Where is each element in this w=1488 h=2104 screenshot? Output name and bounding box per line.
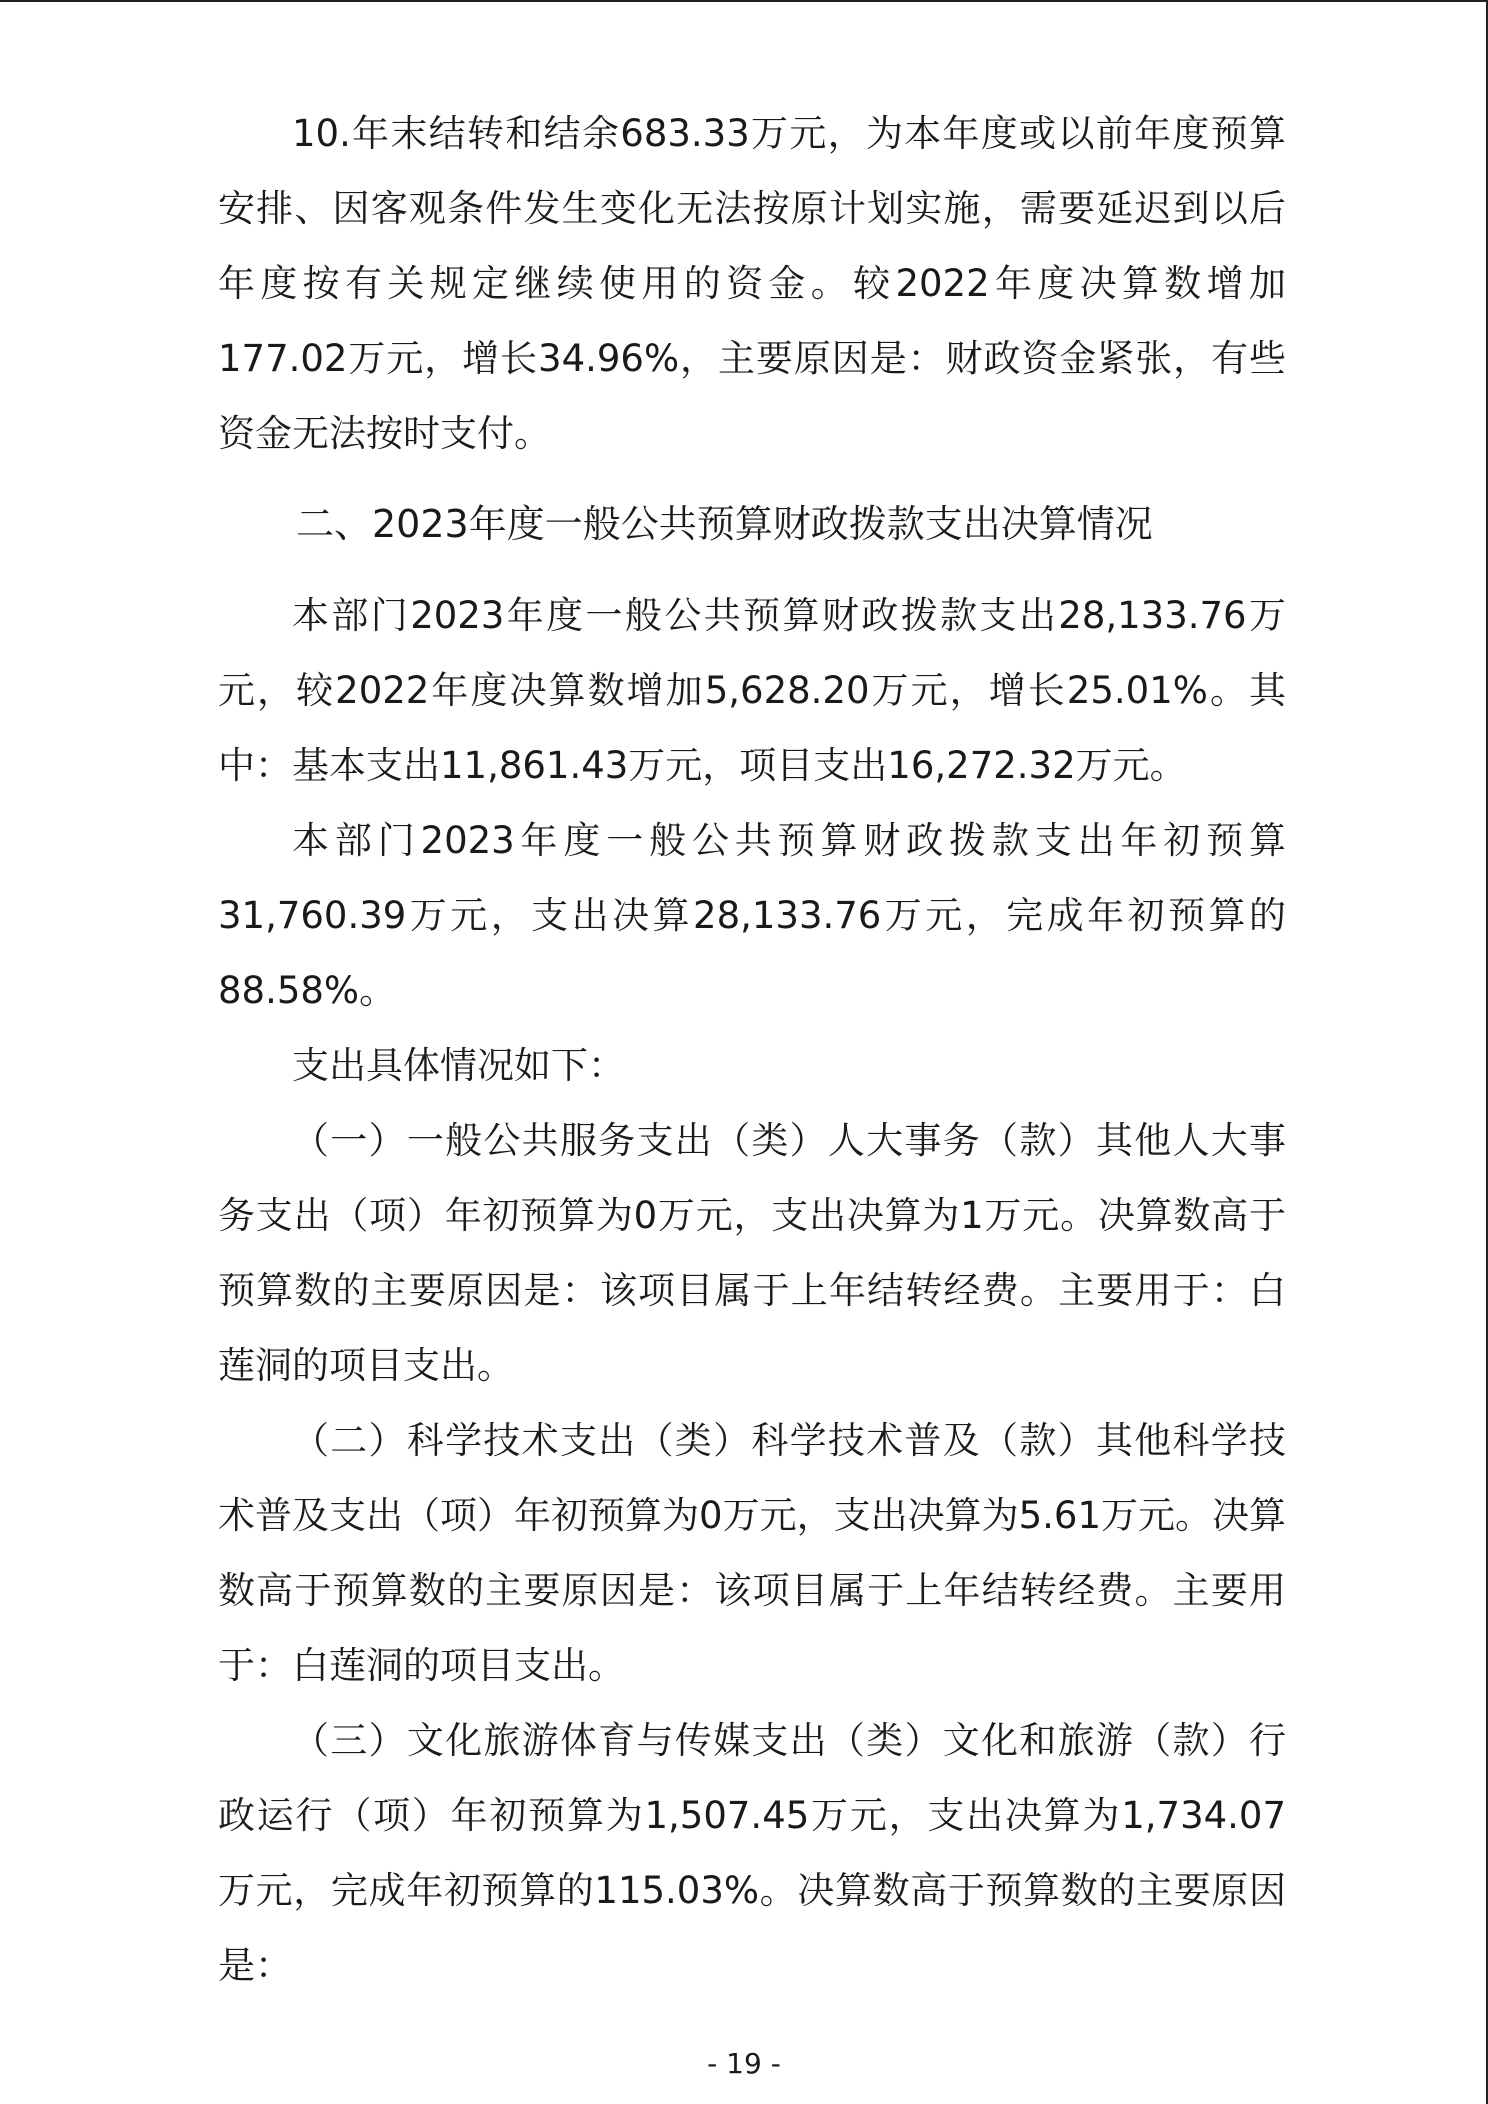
section-heading-expenditure: 二、2023年度一般公共预算财政拨款支出决算情况: [296, 502, 1153, 546]
page-number: - 19 -: [707, 2047, 781, 2080]
paragraph-item-3: （三）文化旅游体育与传媒支出（类）文化和旅游（款）行政运行（项）年初预算为1,507.45万元，支出决算为1,734.07万元，完成年初预算的115.03%。决算数高于预算数的主要原因是：: [218, 1719, 1286, 1987]
paragraph-total-expenditure: 本部门2023年度一般公共预算财政拨款支出28,133.76万元，较2022年度决算数增加5,628.20万元，增长25.01%。其中：基本支出11,861.43万元，项目支出16,272.32万元。: [218, 594, 1286, 787]
document-page: [218, 96, 1286, 2003]
paragraph-item-1: （一）一般公共服务支出（类）人大事务（款）其他人大事务支出（项）年初预算为0万元，支出决算为1万元。决算数高于预算数的主要原因是：该项目属于上年结转经费。主要用于：白莲洞的项目支出。: [218, 1119, 1286, 1387]
paragraph-details-intro: 支出具体情况如下：: [292, 1044, 625, 1087]
page-border-top: [0, 0, 1488, 2]
paragraph-budget-completion: 本部门2023年度一般公共预算财政拨款支出年初预算31,760.39万元，支出决算28,133.76万元，完成年初预算的88.58%。: [218, 819, 1286, 1012]
paragraph-carryover-balance: 10.年末结转和结余683.33万元，为本年度或以前年度预算安排、因客观条件发生变化无法按原计划实施，需要延迟到以后年度按有关规定继续使用的资金。较2022年度决算数增加177.02万元，增长34.96%，主要原因是：财政资金紧张，有些资金无法按时支付。: [218, 112, 1286, 455]
paragraph-item-2: （二）科学技术支出（类）科学技术普及（款）其他科学技术普及支出（项）年初预算为0万元，支出决算为5.61万元。决算数高于预算数的主要原因是：该项目属于上年结转经费。主要用于：白莲洞的项目支出。: [218, 1419, 1286, 1687]
